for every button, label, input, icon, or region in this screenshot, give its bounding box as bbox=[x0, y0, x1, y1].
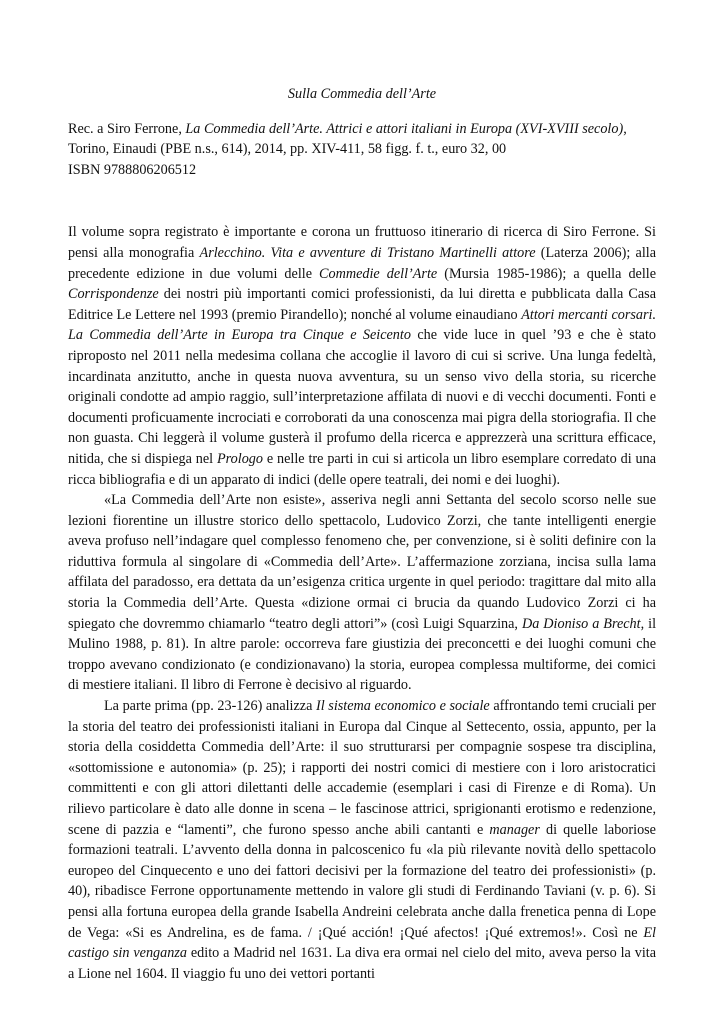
paragraph-1 bbox=[68, 222, 656, 490]
text-run: e nelle tre parti in cui si articola un libro esemplare corredato di una ricca bibliografia e di un apparato di indici (delle opere teatrali, dei nomi e dei luoghi). bbox=[68, 450, 656, 488]
italic-title: El castigo sin venganza bbox=[68, 924, 656, 962]
reference-suffix: , bbox=[623, 120, 627, 137]
page-title: Sulla Commedia dell’Arte bbox=[287, 86, 437, 102]
reference-line-1 bbox=[68, 119, 656, 140]
italic-title: Commedie dell’Arte bbox=[319, 265, 438, 282]
paragraph-2 bbox=[68, 490, 656, 696]
text-run: (Laterza 2006); alla precedente edizione in due volumi delle bbox=[68, 244, 657, 282]
italic-title: Corrispondenze bbox=[68, 286, 159, 303]
review-body bbox=[68, 222, 656, 984]
text-run: , il Mulino 1988, p. 81). In altre parole: occorreva fare giustizia dei preconcetti e dei luoghi comuni che troppo avevano condizionato (e condizionavano) la storia, europea complessa multiforme, dei comici di mestiere italiani. Il libro di Ferrone è decisivo al riguardo. bbox=[68, 615, 657, 694]
text-run: che vide luce in quel ’93 e che è stato riproposto nel 2011 nella medesima collana che accoglie il lavoro di cui si scrive. Una lunga fedeltà, incardinata anzitutto, anche in questa nuova avventura, su un senso vivo della storia, su ricerche originali condotte ad ampio raggio, sull’interpretazione affilata di nuovi e di vecchi documenti. Fonti e documenti proficuamente incrociati e corroborati da una conoscenza mai pigra della storiografia. Il che non guasta. Chi leggerà il volume gusterà il profumo della ricerca e apprezzerà una scrittura efficace, nitida, che si dispiega nel bbox=[68, 327, 656, 467]
reference-book-title: La Commedia dell’Arte. Attrici e attori italiani in Europa (XVI-XVIII secolo) bbox=[185, 120, 624, 137]
italic-title: Arlecchino. Vita e avventure di Tristano Martinelli attore bbox=[199, 244, 536, 261]
italic-title: Da Dioniso a Brecht bbox=[521, 615, 641, 632]
text-run: dei nostri più importanti comici professionisti, da lui diretta e pubblicata dalla Casa Editrice Le Lettere nel 1993 (premio Pirandello); nonché al volume einaudiano bbox=[68, 286, 656, 323]
text-run: (Mursia 1985-1986); a quella delle bbox=[437, 265, 657, 282]
text-run: Il volume sopra registrato è importante e corona un fruttuoso itinerario di ricerca di Siro Ferrone. Si pensi alla monografia bbox=[68, 224, 656, 261]
italic-title: Prologo bbox=[217, 450, 263, 467]
reference-prefix: Rec. a Siro Ferrone, bbox=[68, 120, 186, 137]
italic-term: manager bbox=[489, 821, 540, 838]
text-run: affrontando temi cruciali per la storia del teatro dei professionisti italiani in Europa dal Cinque al Settecento, ossia, appunto, per la storia della cosiddetta Commedia dell’Arte: il suo strutturarsi per compagnie sospese tra disciplina, «sottomissione e autonomia» (p. 25); i rapporti dei nostri comici di mestiere con i loro aristocratici committenti e con gli attori dilettanti delle accademie (esemplari i casi di Firenze e di Roma). Un rilievo particolare è dato alle donne in scena – le fascinose attrici, sprigionanti erotismo e redenzione, scene di pazzia e “lamenti”, che furono spesso anche abili cantanti e bbox=[68, 698, 657, 838]
italic-title: Attori mercanti corsari. La Commedia dell’Arte in Europa tra Cinque e Seicento bbox=[68, 306, 656, 344]
text-run: La parte prima (pp. 23-126) analizza bbox=[104, 698, 317, 715]
document-page bbox=[68, 84, 656, 984]
book-reference bbox=[68, 119, 656, 181]
paragraph-3 bbox=[68, 696, 656, 984]
text-run: di quelle laboriose formazioni teatrali. L’avvento della donna in palcoscenico fu «la più rilevante novità dello spettacolo europeo del Cinquecento e uno dei fattori decisivi per la formazione del teatro dei professionisti» (p. 40), ribadisce Ferrone opportunamente mettendo in valore gli studi di Ferdinando Taviani (v. p. 6). Si pensi alla fortuna europea della grande Isabella Andreini celebrata anche dalla frenetica penna di Lope de Vega: «Si es Andrelina, es de fama. / ¡Qué acción! ¡Qué afectos! ¡Qué extremos!». Così ne bbox=[68, 821, 656, 941]
italic-title: Il sistema economico e sociale bbox=[316, 698, 490, 715]
text-run: «La Commedia dell’Arte non esiste», asseriva negli anni Settanta del secolo scorso nelle sue lezioni fiorentine un illustre storico dello spettacolo, Ludovico Zorzi, che tante intelligenti energie aveva profuso nell’indagare quel complesso fenomeno che, per convenzione, si è soliti definire con la riduttiva formula al singolare di «Commedia dell’Arte». L’affermazione zorziana, incisa sulla lama affilata del paradosso, era dettata da un’esigenza critica urgente in quel periodo: tragittare dal mito alla storia la Commedia dell’Arte. Questa «dizione ormai ci brucia da quando Ludovico Zorzi ci ha spiegato che dovremmo chiamarlo “teatro degli attori”» (così Luigi Squarzina, bbox=[68, 492, 656, 632]
reference-line-2: Torino, Einaudi (PBE n.s., 614), 2014, pp. XIV-411, 58 figg. f. t., euro 32, 00 bbox=[68, 141, 507, 158]
text-run: edito a Madrid nel 1631. La diva era ormai nel cielo del mito, aveva perso la vita a Lione nel 1604. Il viaggio fu uno dei vettori portanti bbox=[68, 945, 657, 982]
reference-isbn: ISBN 9788806206512 bbox=[68, 161, 197, 178]
